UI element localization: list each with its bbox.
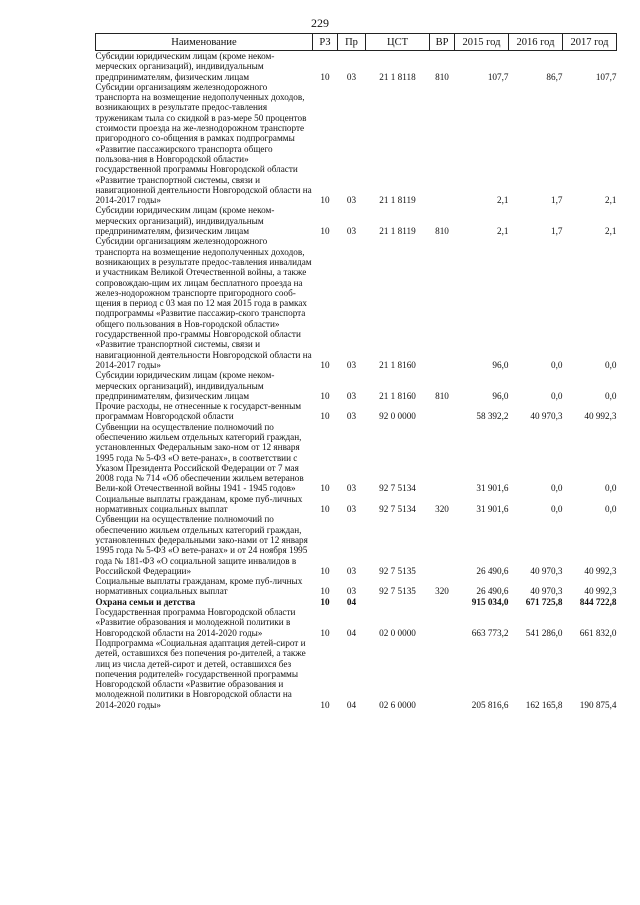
row-2017: 107,7: [595, 71, 617, 82]
row-2017: 0,0: [605, 483, 617, 494]
row-vr: [430, 597, 455, 607]
row-cst: 92 7 5135: [379, 586, 416, 597]
row-rz: 10: [320, 390, 330, 401]
row-2017: 40 992,3: [584, 586, 617, 597]
column-header-cst: ЦСТ: [366, 34, 430, 51]
row-name: Субсидии организациям железнодорожного транспорта на возмещение недополученных доходов, возникающих в результате предос-тавления труженикам тыла со скидкой в раз-мере 50 процентов стоимости проезда на же-лезнодорожном транспорте пригородного со-общения в рамках подпрограммы «Развитие пассажирского транспорта общего пользова-ния в Новгородской области» государственной программы Новгородской области «Развитие транспортной системы, связи и навигационной деятельности Новгородской области на 2014-2017 годы»: [95, 81, 312, 206]
row-2015: 107,7: [487, 71, 509, 82]
row-rz: 10: [320, 195, 330, 206]
row-rz: 10: [320, 699, 330, 710]
table-row: [96, 638, 617, 710]
row-2015: 31 901,6: [476, 504, 509, 515]
table-row: [96, 422, 617, 494]
row-2017: 190 875,4: [579, 699, 617, 710]
row-name: Государственная программа Новгородской области «Развитие образования и молодежной политики в Новгородской области на 2014-2020 годы»: [95, 607, 296, 638]
row-2017: 40 992,3: [584, 565, 617, 576]
table-row: [96, 494, 617, 515]
column-header-pr: Пр: [338, 34, 366, 51]
table-row: [96, 576, 617, 597]
row-vr: 320: [435, 504, 449, 515]
row-name: Субвенции на осуществление полномочий по обеспечению жильем отдельных категорий граждан, установленных Федеральным зако-ном от 12 января 1995 года № 5-ФЗ «О вете-ранах», в соответствии с Указом Президента Российской Федерации от 7 мая 2008 года № 714 «Об обеспечении жильем ветеранов Вели-кой Отечественной войны 1941 - 1945 годов»: [95, 421, 304, 494]
row-pr: 04: [346, 627, 357, 638]
column-header-rz: РЗ: [313, 34, 338, 51]
row-rz: 10: [320, 586, 330, 597]
row-2015: 96,0: [492, 390, 509, 401]
row-vr: [430, 82, 455, 206]
row-cst: 21 1 8118: [379, 71, 416, 82]
row-cst: 92 0 0000: [379, 411, 416, 422]
row-cst: 02 6 0000: [379, 699, 416, 710]
table-row: [96, 205, 617, 236]
table-row: [96, 401, 617, 422]
row-pr: 03: [346, 586, 357, 597]
row-rz: 10: [320, 596, 330, 607]
row-rz: 10: [320, 359, 330, 370]
row-cst: 21 1 8160: [379, 359, 416, 370]
row-2016: 0,0: [551, 483, 563, 494]
row-2016: 0,0: [551, 390, 563, 401]
row-pr: 03: [346, 71, 357, 82]
row-vr: [430, 514, 455, 576]
row-pr: 03: [346, 195, 357, 206]
row-2017: 2,1: [605, 226, 617, 237]
row-cst: 02 0 0000: [379, 627, 416, 638]
row-name: Субвенции на осуществление полномочий по обеспечению жильем отдельных категорий граждан, установленных федеральными зако-нами от 12 января 1995 года № 5-ФЗ «О вете-ранах» и от 24 ноября 1995 года № 181-ФЗ «О социальной защите инвалидов в Российской Федерации»: [95, 514, 308, 576]
row-name: Субсидии организациям железнодорожного транспорта на возмещение недополученных доходов, возникающих в результате предос-тавления инвалидам и участникам Великой Отечественной войны, а также сопровождаю-щим их лицам бесплатного проезда на желез-нодорожном транспорте пригородного сооб-щения в период с 03 мая по 12 мая 2015 года в рамках подпрограммы «Развитие пассажир-ского транспорта общего пользования в Нов-городской области» государственной про-граммы Новгородской области «Развитие транспортной системы, связи и навигационной деятельности Новгородской области на 2014-2017 годы»: [95, 236, 312, 370]
table-row: [96, 236, 617, 370]
row-rz: 10: [320, 565, 330, 576]
column-header-vr: ВР: [430, 34, 455, 51]
row-2017: 2,1: [605, 195, 617, 206]
row-rz: 10: [320, 411, 330, 422]
row-2016: 40 970,3: [530, 565, 563, 576]
row-rz: 10: [320, 483, 330, 494]
row-2017: 661 832,0: [579, 627, 617, 638]
row-vr: [430, 422, 455, 494]
row-2016: 0,0: [551, 504, 563, 515]
row-rz: 10: [320, 226, 330, 237]
row-2015: 96,0: [492, 359, 509, 370]
row-name: Субсидии юридическим лицам (кроме неком-мерческих организаций), индивидуальным предпринимателям, физическим лицам: [95, 370, 275, 401]
row-2016: 671 725,8: [525, 596, 563, 607]
row-2015: 31 901,6: [476, 483, 509, 494]
row-2016: 162 165,8: [525, 699, 563, 710]
row-pr: 03: [346, 411, 357, 422]
row-pr: 04: [346, 596, 357, 607]
table-row: [96, 370, 617, 401]
row-cst: 21 1 8160: [379, 390, 416, 401]
row-cst: 92 7 5134: [379, 504, 416, 515]
row-pr: 03: [346, 483, 357, 494]
row-pr: 03: [346, 226, 357, 237]
row-2015: 915 034,0: [471, 596, 509, 607]
row-vr: [430, 607, 455, 638]
row-name: Охрана семьи и детства: [95, 596, 196, 607]
row-vr: 810: [435, 390, 449, 401]
row-2017: 40 992,3: [584, 411, 617, 422]
row-vr: [430, 401, 455, 422]
table-row: [96, 607, 617, 638]
row-2015: 26 490,6: [476, 565, 509, 576]
row-2016: 1,7: [551, 195, 563, 206]
row-2015: 26 490,6: [476, 586, 509, 597]
row-2015: 2,1: [497, 226, 509, 237]
row-2016: 1,7: [551, 226, 563, 237]
row-pr: 03: [346, 565, 357, 576]
row-name: Прочие расходы, не отнесенные к государст-венным программам Новгородской области: [95, 401, 302, 422]
page-number: 229: [311, 16, 329, 30]
row-name: Субсидии юридическим лицам (кроме неком-мерческих организаций), индивидуальным предпринимателям, физическим лицам: [95, 205, 275, 237]
row-vr: 810: [435, 71, 449, 82]
row-name: Социальные выплаты гражданам, кроме пуб-личных нормативных социальных выплат: [95, 493, 303, 515]
row-pr: 03: [346, 359, 357, 370]
row-cst: 21 1 8119: [379, 195, 416, 206]
row-rz: 10: [320, 504, 330, 515]
row-cst: 92 7 5134: [379, 483, 416, 494]
table-row: [96, 51, 617, 82]
row-2016: 86,7: [546, 71, 563, 82]
row-vr: [430, 236, 455, 370]
column-header-name: Наименование: [96, 34, 313, 51]
row-2017: 0,0: [605, 390, 617, 401]
row-2016: 40 970,3: [530, 586, 563, 597]
row-2015: 663 773,2: [471, 627, 509, 638]
table-body: [96, 51, 617, 711]
table-header-row: [96, 34, 617, 51]
row-2016: 541 286,0: [525, 627, 563, 638]
row-2017: 844 722,8: [579, 596, 617, 607]
row-2015: 58 392,2: [476, 411, 509, 422]
row-rz: 10: [320, 627, 330, 638]
row-rz: 10: [320, 71, 330, 82]
row-2017: 0,0: [605, 504, 617, 515]
row-pr: 03: [346, 504, 357, 515]
row-vr: 810: [435, 226, 449, 237]
row-cst: [366, 597, 430, 607]
row-2015: 205 816,6: [471, 699, 509, 710]
row-pr: 04: [346, 699, 357, 710]
table-row: [96, 82, 617, 206]
table-row: [96, 514, 617, 576]
table-row-section-total: [96, 597, 617, 607]
column-header-2015: 2015 год: [455, 34, 509, 51]
column-header-2017: 2017 год: [563, 34, 617, 51]
row-2015: 2,1: [497, 195, 509, 206]
row-name: Подпрограмма «Социальная адаптация детей-сирот и детей, оставшихся без попечения ро-дителей, а также лиц из числа детей-сирот и детей, оставшихся без попечения родителей» государственной программы Новгородской области «Развитие образования и молодежной политики в Новгородской области на 2014-2020 годы»: [95, 637, 306, 710]
row-2016: 40 970,3: [530, 411, 563, 422]
row-name: Социальные выплаты гражданам, кроме пуб-личных нормативных социальных выплат: [95, 576, 303, 597]
budget-table: [95, 33, 617, 710]
row-vr: 320: [435, 586, 449, 597]
row-pr: 03: [346, 390, 357, 401]
column-header-2016: 2016 год: [509, 34, 563, 51]
row-2016: 0,0: [551, 359, 563, 370]
row-cst: 92 7 5135: [379, 565, 416, 576]
row-name: Субсидии юридическим лицам (кроме неком-мерческих организаций), индивидуальным предпринимателям, физическим лицам: [95, 51, 275, 82]
row-2017: 0,0: [605, 359, 617, 370]
row-vr: [430, 638, 455, 710]
row-cst: 21 1 8119: [379, 226, 416, 237]
